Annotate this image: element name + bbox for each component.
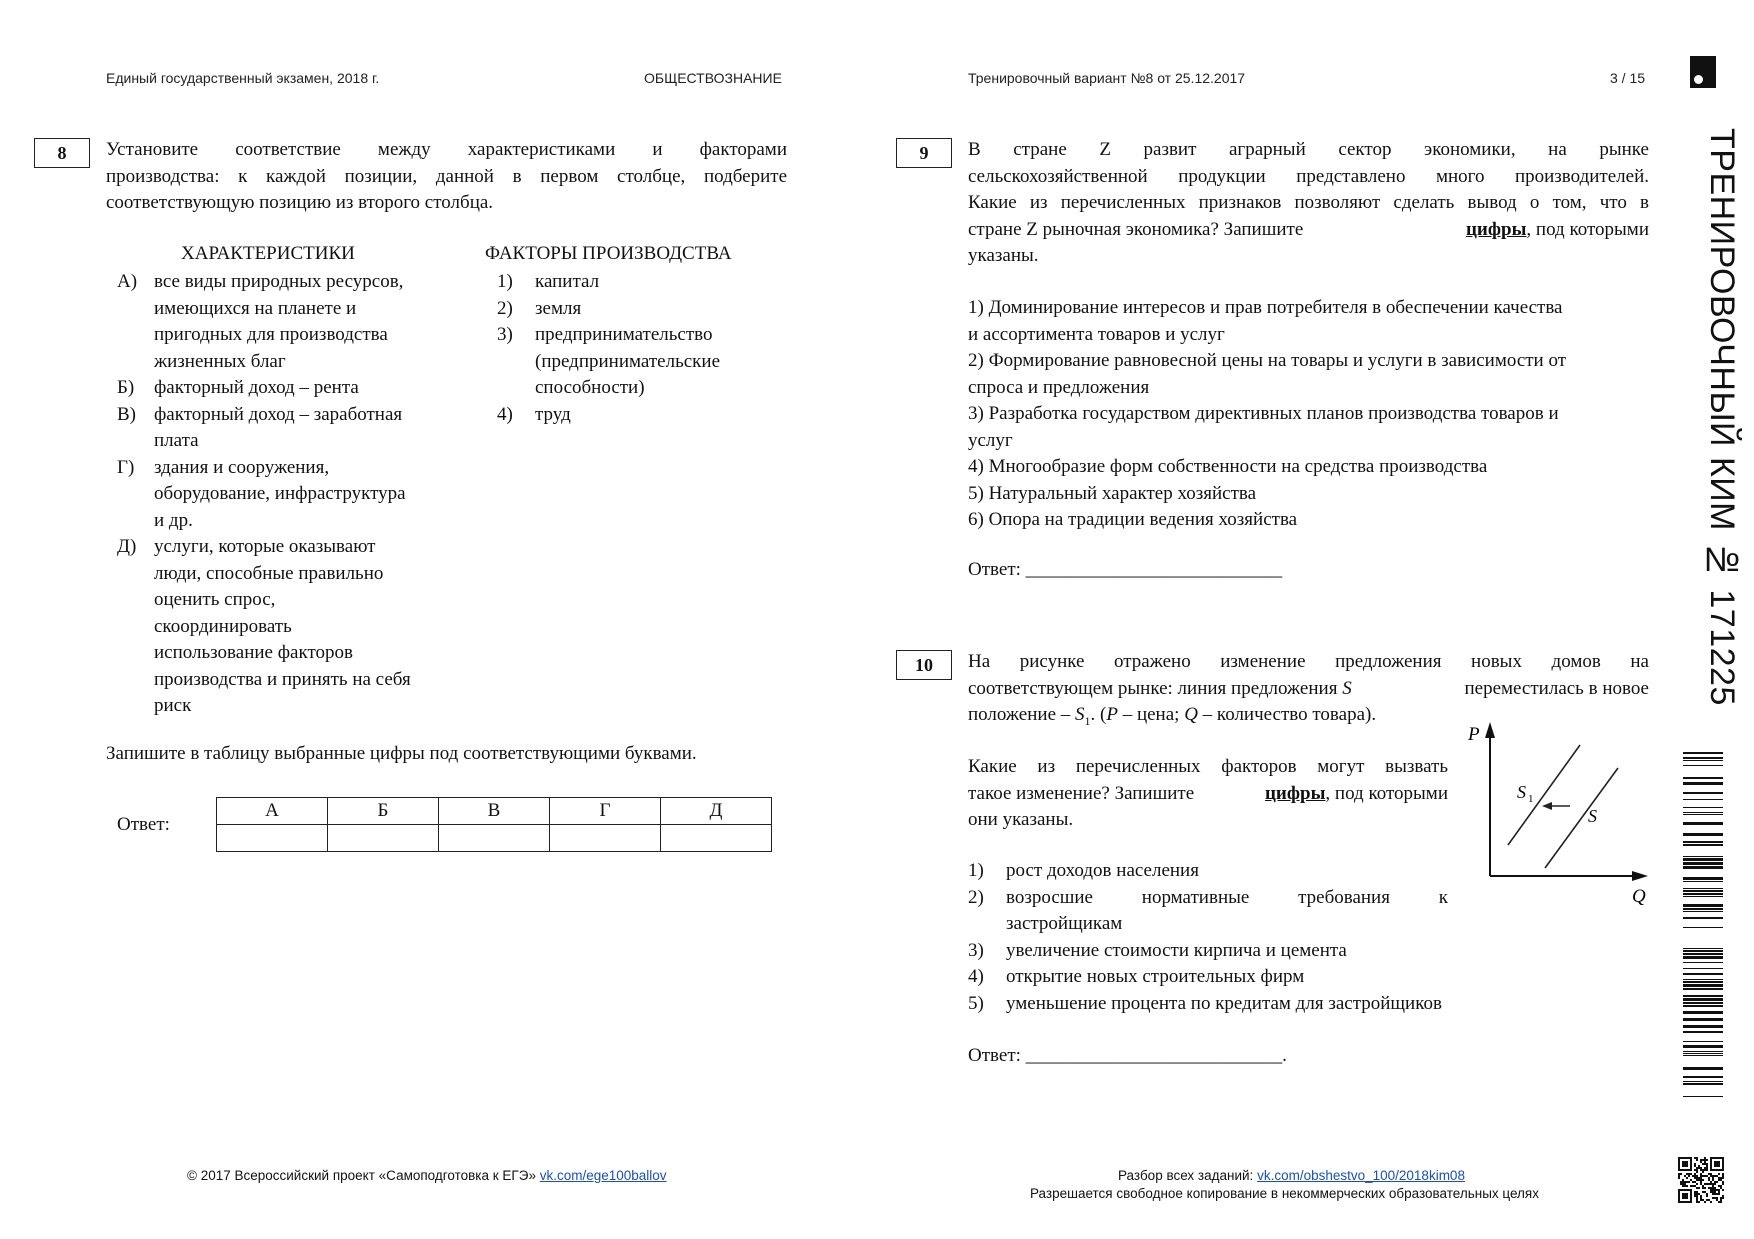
task-9-option-line: 2) Формирование равновесной цены на товары и услуги в зависимости от <box>968 350 1567 371</box>
task-8-line-2: производства: к каждой позиции, данной в первом столбце, подберите <box>106 165 787 187</box>
task-9-text <box>968 137 1649 270</box>
s1-label: S <box>1517 782 1526 802</box>
characteristic-item-text: здания и сооружения, <box>154 456 330 478</box>
corner-marker <box>1690 56 1716 88</box>
answer-col-a: А <box>217 798 328 825</box>
characteristic-item-marker: В) <box>117 403 136 425</box>
task-10-line-1: На рисунке отражено изменение предложения новых домов на <box>968 651 1649 672</box>
task-9-line-1: В стране Z развит аграрный сектор экономики, на рынке <box>968 139 1649 160</box>
characteristic-item-marker: Б) <box>117 377 135 398</box>
characteristic-item-text: люди, способные правильно <box>154 562 384 584</box>
answer-table-header-row <box>217 798 772 825</box>
factor-item-text: (предпринимательские <box>535 350 720 372</box>
task-8-instruction: Запишите в таблицу выбранные цифры под соответствующими буквами. <box>106 743 697 764</box>
task-10-number: 10 <box>896 650 952 680</box>
characteristic-item-text: производства и принять на себя <box>154 668 411 690</box>
task-10-line-3-s: S <box>1075 704 1085 725</box>
task-8-line-3: соответствующую позицию из второго столбца. <box>106 192 494 213</box>
task-9-option-line: услуг <box>968 429 1013 451</box>
task-10-line-2-b: переместилась в новое <box>1464 677 1649 699</box>
answer-cell-g[interactable] <box>550 825 661 852</box>
s-label: S <box>1588 806 1597 826</box>
answer-table-input-row <box>217 825 772 852</box>
task-9-line-4-b: , под которыми <box>1526 218 1649 240</box>
factors-title: ФАКТОРЫ ПРОИЗВОДСТВА <box>485 243 732 264</box>
task-9-number: 9 <box>896 138 952 168</box>
characteristic-item-text: оценить спрос, <box>154 589 276 610</box>
answer-cell-a[interactable] <box>217 825 328 852</box>
task-10-digits-word: цифры <box>1264 782 1326 804</box>
task-9-line-2: сельскохозяйственной продукции представлено много производителей. <box>968 165 1649 187</box>
characteristic-item-marker: А) <box>117 271 138 292</box>
footer-analysis <box>1118 1168 1465 1183</box>
characteristic-item-text: все виды природных ресурсов, <box>154 271 404 292</box>
task-9-line-4 <box>968 217 1649 244</box>
characteristic-item-text: факторный доход – заработная <box>154 403 403 425</box>
task-10-option-text: застройщикам <box>1006 913 1123 934</box>
characteristics-title: ХАРАКТЕРИСТИКИ <box>181 243 355 264</box>
characteristic-item-text: оборудование, инфраструктура <box>154 483 406 504</box>
task-10-option-marker: 5) <box>968 992 984 1014</box>
characteristic-item-text: использование факторов <box>154 642 353 663</box>
task-10-line-3-q: Q <box>1184 704 1198 725</box>
factor-item-text: капитал <box>535 271 600 292</box>
page-number: 3 / 15 <box>1610 70 1646 86</box>
task-10-line-3-a: положение – <box>968 704 1071 725</box>
task-10-line-3-p: P <box>1106 704 1118 725</box>
variant-title: Тренировочный вариант №8 от 25.12.2017 <box>968 70 1246 86</box>
factor-item-marker: 2) <box>497 297 513 319</box>
task-10-question-line-2-a: такое изменение? Запишите <box>968 782 1195 804</box>
characteristic-item-marker: Д) <box>117 536 137 557</box>
task-10-option-text: возросшие нормативные требования к <box>1006 886 1448 908</box>
answer-col-b: Б <box>328 798 439 825</box>
task-10-line-3-b: . ( <box>1090 704 1107 725</box>
factor-item-marker: 3) <box>497 324 513 345</box>
task-10-option-marker: 1) <box>968 860 984 881</box>
task-9-option-line: спроса и предложения <box>968 376 1150 398</box>
task-10-option-marker: 3) <box>968 939 984 961</box>
supply-line-s <box>1545 768 1618 868</box>
task-10-question-line-1: Какие из перечисленных факторов могут вызвать <box>968 756 1448 777</box>
task-9-line-3: Какие из перечисленных признаков позволяют сделать вывод о том, что в <box>968 192 1649 213</box>
task-10-question-line-3: они указаны. <box>968 809 1074 830</box>
task-10-option-text: рост доходов населения <box>1006 860 1199 881</box>
answer-col-g: Г <box>550 798 661 825</box>
supply-shift-graph <box>1450 718 1660 908</box>
task-10-line-3-sub: 1 <box>1084 713 1091 728</box>
task-9-digits-word: цифры <box>1465 218 1527 240</box>
task-9-options <box>968 295 1658 534</box>
task-10-option-text: уменьшение процента по кредитам для застройщиков <box>1006 992 1442 1014</box>
qr-code <box>1678 1157 1724 1203</box>
characteristic-item-text: пригодных для производства <box>154 324 388 345</box>
exam-title: Единый государственный экзамен, 2018 г. <box>106 70 380 86</box>
task-9-option-line: и ассортимента товаров и услуг <box>968 323 1225 345</box>
task-10-option-marker: 2) <box>968 886 984 908</box>
characteristic-item-marker: Г) <box>117 456 135 478</box>
factor-item-text: предпринимательство <box>535 324 713 345</box>
characteristic-item-text: жизненных благ <box>154 350 286 372</box>
footer-copyright <box>187 1168 667 1183</box>
task-8-answer-table <box>216 797 772 852</box>
footer-copyright-text: © 2017 Всероссийский проект «Самоподготовка к ЕГЭ» <box>187 1168 536 1183</box>
footer-analysis-link[interactable]: vk.com/obshestvo_100/2018kim08 <box>1257 1168 1465 1183</box>
answer-cell-d[interactable] <box>661 825 772 852</box>
factor-item-marker: 4) <box>497 403 513 425</box>
answer-col-d: Д <box>661 798 772 825</box>
shift-arrow-head <box>1542 802 1552 810</box>
characteristic-item-text: факторный доход – рента <box>154 377 359 398</box>
task-8-line-1: Установите соответствие между характеристиками и факторами <box>106 139 787 160</box>
side-label: ТРЕНИРОВОЧНЫЙ КИМ № 171225 <box>1703 128 1741 706</box>
characteristic-item-text: и др. <box>154 509 193 531</box>
task-9-option-line: 5) Натуральный характер хозяйства <box>968 482 1257 504</box>
footer-license: Разрешается свободное копирование в некоммерческих образовательных целях <box>1030 1186 1539 1201</box>
factor-item-marker: 1) <box>497 271 513 292</box>
characteristic-item-text: плата <box>154 430 199 451</box>
task-9-option-line: 4) Многообразие форм собственности на средства производства <box>968 456 1488 477</box>
characteristic-item-text: имеющихся на планете и <box>154 297 357 319</box>
q-axis-arrow <box>1632 871 1648 881</box>
answer-col-v: В <box>439 798 550 825</box>
task-8-number: 8 <box>34 138 90 168</box>
task-9-line-5: указаны. <box>968 245 1039 266</box>
factor-item-text: земля <box>535 297 582 319</box>
task-8-text <box>106 137 787 217</box>
task-10-question-line-2-b: , под которыми <box>1325 782 1448 804</box>
factor-item-text: труд <box>535 403 571 425</box>
task-8-answer-label: Ответ: <box>117 814 170 835</box>
task-10-option-text: открытие новых строительных фирм <box>1006 966 1305 987</box>
footer-copyright-link[interactable]: vk.com/ege100ballov <box>539 1168 667 1183</box>
factor-item-text: способности) <box>535 377 645 398</box>
task-10-line-2 <box>968 676 1649 703</box>
p-axis-arrow <box>1485 722 1495 738</box>
task-10-option-marker: 4) <box>968 966 984 987</box>
task-9-line-4-a: стране Z рыночная экономика? Запишите <box>968 218 1304 240</box>
task-10-line-2-s: S <box>1342 677 1352 699</box>
answer-cell-b[interactable] <box>328 825 439 852</box>
p-axis-label: P <box>1468 724 1480 745</box>
characteristic-item-text: услуги, которые оказывают <box>154 536 376 557</box>
characteristic-item-text: скоординировать <box>154 615 292 637</box>
answer-cell-v[interactable] <box>439 825 550 852</box>
characteristic-item-text: риск <box>154 695 192 716</box>
task-10-question <box>968 754 1448 834</box>
task-10-answer[interactable]: Ответ: ___________________________. <box>968 1045 1287 1066</box>
task-9-option-line: 1) Доминирование интересов и прав потребителя в обеспечении качества <box>968 297 1563 318</box>
task-9-option-line: 3) Разработка государством директивных планов производства товаров и <box>968 403 1559 424</box>
footer-analysis-text: Разбор всех заданий: <box>1118 1168 1254 1183</box>
barcode <box>1683 752 1723 1100</box>
task-10-line-2-a: соответствующем рынке: линия предложения <box>968 677 1338 699</box>
subject-title: ОБЩЕСТВОЗНАНИЕ <box>644 70 782 86</box>
task-10-line-3-c: – цена; <box>1122 704 1180 725</box>
s1-label-sub: 1 <box>1528 793 1534 805</box>
task-10-question-line-2 <box>968 781 1448 808</box>
task-10-line-3-d: – количество товара). <box>1202 704 1377 725</box>
q-axis-label: Q <box>1632 886 1646 907</box>
task-9-answer[interactable]: Ответ: ___________________________ <box>968 559 1283 580</box>
task-9-option-line: 6) Опора на традиции ведения хозяйства <box>968 509 1298 530</box>
task-10-option-text: увеличение стоимости кирпича и цемента <box>1006 939 1347 961</box>
